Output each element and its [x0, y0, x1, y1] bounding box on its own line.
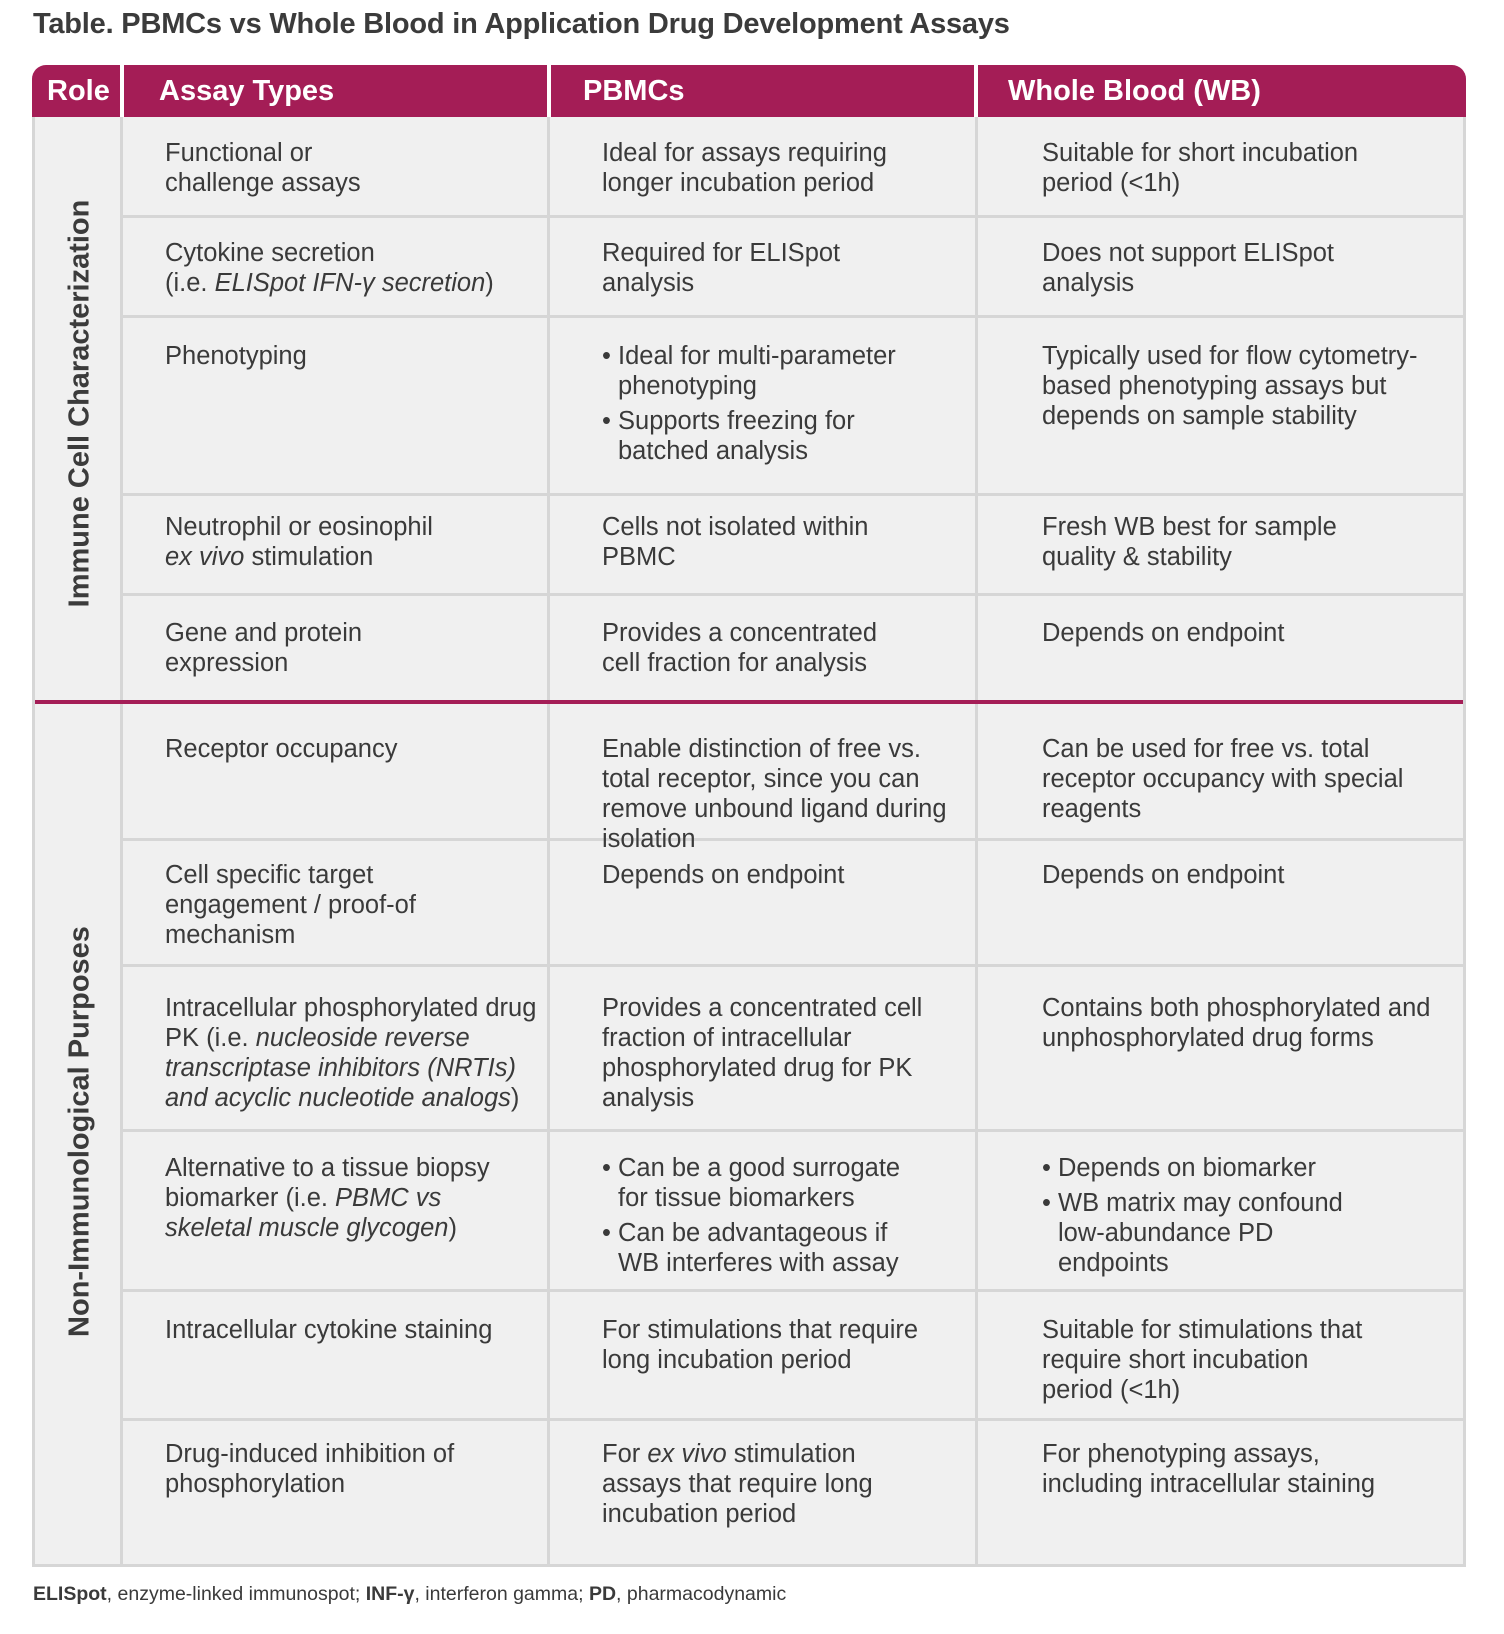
table-row-wb: For phenotyping assays, including intracellular staining — [1042, 1440, 1376, 1498]
table-row-pbmc: Enable distinction of free vs. total receptor, since you can remove unbound ligand during isolation — [602, 735, 947, 853]
table-row-pbmc: Provides a concentrated cell fraction of intracellular phosphorylated drug for PK analysis — [602, 994, 923, 1112]
role-immune-cell-characterization: Immune Cell Characterization — [63, 199, 96, 608]
table-row-pbmc — [602, 1153, 932, 1283]
table-row-wb: Fresh WB best for sample quality & stability — [1042, 513, 1337, 571]
table-row-wb: Can be used for free vs. total receptor occupancy with special reagents — [1042, 735, 1404, 823]
table-row-wb: Depends on endpoint — [1042, 619, 1285, 647]
header-role: Role — [47, 75, 110, 107]
table-row-wb: Does not support ELISpot analysis — [1042, 239, 1335, 297]
table-row-wb: Depends on endpoint — [1042, 861, 1285, 889]
table-row-pbmc: Cells not isolated within PBMC — [602, 513, 869, 571]
table-row-wb: Suitable for short incubation period (<1h) — [1042, 139, 1359, 197]
table-row-pbmc: Provides a concentrated cell fraction for analysis — [602, 619, 877, 677]
list-item: • Depends on biomarker — [1042, 1153, 1387, 1183]
table-row-pbmc: Ideal for assays requiring longer incubation period — [602, 139, 887, 197]
role-non-immunological-purposes: Non-Immunological Purposes — [63, 926, 96, 1337]
table-row-wb: Suitable for stimulations that require short incubation period (<1h) — [1042, 1316, 1363, 1404]
list-item: • Supports freezing for batched analysis — [602, 406, 932, 466]
table-header — [32, 65, 1466, 117]
table-row-assay: Cell specific target engagement / proof-of mechanism — [165, 861, 416, 949]
table-row-pbmc: Depends on endpoint — [602, 861, 845, 889]
table-row-assay: Intracellular phosphorylated drug PK (i.e. nucleoside reverse transcriptase inhibitors (NRTIs) and acyclic nucleotide analogs) — [165, 994, 537, 1112]
table-row-assay: Neutrophil or eosinophil ex vivo stimulation — [165, 513, 433, 571]
header-pbmcs: PBMCs — [583, 75, 685, 107]
table-row-pbmc: Required for ELISpot analysis — [602, 239, 841, 297]
list-item: • Can be a good surrogate for tissue biomarkers — [602, 1153, 932, 1213]
list-item: • Can be advantageous if WB interferes with assay — [602, 1218, 932, 1278]
table-row-assay: Cytokine secretion (i.e. ELISpot IFN-γ secretion) — [165, 239, 494, 297]
table-row-assay: Intracellular cytokine staining — [165, 1316, 493, 1344]
section-divider — [35, 700, 1463, 704]
table-row-assay: Gene and protein expression — [165, 619, 363, 677]
table-row-wb: Contains both phosphorylated and unphosphorylated drug forms — [1042, 994, 1431, 1052]
table-row-pbmc: For ex vivo stimulation assays that require long incubation period — [602, 1440, 873, 1528]
table-row-assay: Receptor occupancy — [165, 735, 398, 763]
table-row-assay: Alternative to a tissue biopsy biomarker (i.e. PBMC vs skeletal muscle glycogen) — [165, 1154, 490, 1242]
table-row-assay: Drug-induced inhibition of phosphorylation — [165, 1440, 455, 1498]
header-whole-blood: Whole Blood (WB) — [1008, 75, 1261, 107]
table-row-pbmc — [602, 341, 932, 471]
table-row-pbmc: For stimulations that require long incubation period — [602, 1316, 919, 1374]
table-row-assay: Functional or challenge assays — [165, 139, 361, 197]
table-row-wb — [1042, 1153, 1387, 1283]
table-row-wb: Typically used for flow cytometry-based phenotyping assays but depends on sample stability — [1042, 342, 1418, 430]
table-row-assay: Phenotyping — [165, 342, 307, 370]
header-assay-types: Assay Types — [159, 75, 335, 107]
list-item: • WB matrix may confound low-abundance PD endpoints — [1042, 1188, 1387, 1278]
list-item: • Ideal for multi-parameter phenotyping — [602, 341, 932, 401]
page-title: Table. PBMCs vs Whole Blood in Application Drug Development Assays — [33, 8, 1010, 40]
footnote: ELISpot, enzyme-linked immunospot; INF-γ, interferon gamma; PD, pharmacodynamic — [33, 1583, 787, 1605]
